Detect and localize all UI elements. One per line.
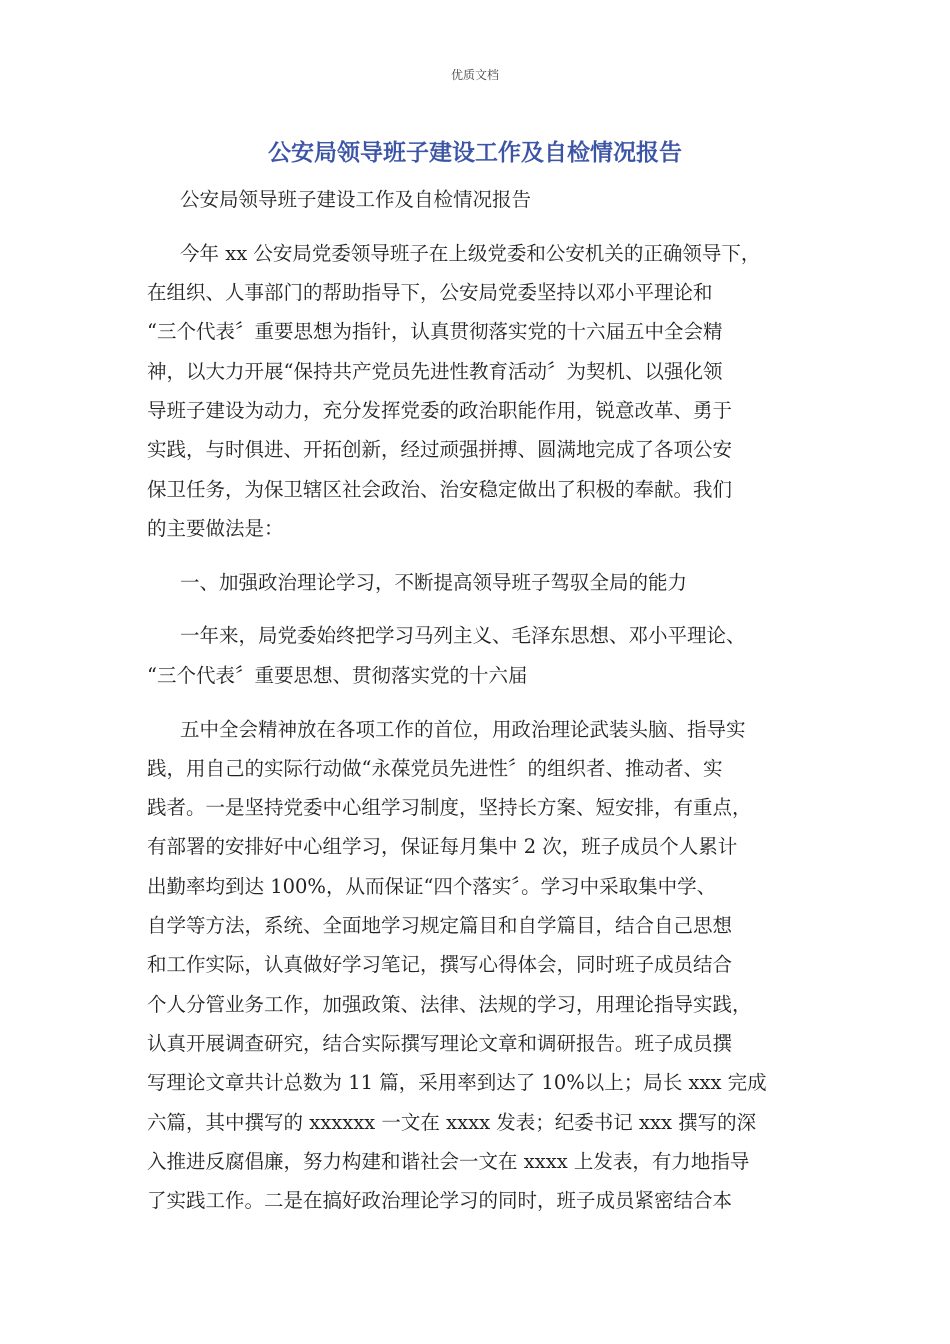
text-line: 神，以大力开展“保持共产党员先进性教育活动〞为契机、以强化领 — [147, 359, 723, 383]
document-title: 公安局领导班子建设工作及自检情况报告 — [268, 140, 682, 166]
text-line: 了实践工作。二是在搞好政治理论学习的同时，班子成员紧密结合本 — [147, 1189, 733, 1213]
text-line: 践者。一是坚持党委中心组学习制度，坚持长方案、短安排，有重点， — [147, 796, 752, 820]
text-line: 五中全会精神放在各项工作的首位，用政治理论武装头脑、指导实 — [180, 717, 746, 741]
text-line: 实践，与时俱进、开拓创新，经过顽强拼搏、圆满地完成了各项公安 — [147, 438, 733, 462]
text-line: 今年 xx 公安局党委领导班子在上级党委和公安机关的正确领导下， — [180, 241, 761, 265]
text-line: 公安局领导班子建设工作及自检情况报告 — [180, 188, 532, 211]
text-line: 有部署的安排好中心组学习，保证每月集中 2 次，班子成员个人累计 — [147, 835, 738, 859]
text-line: 入推进反腐倡廉，努力构建和谐社会一文在 xxxx 上发表，有力地指导 — [147, 1149, 750, 1173]
paragraph — [147, 616, 809, 695]
text-line: 导班子建设为动力，充分发挥党委的政治职能作用，锐意改革、勇于 — [147, 398, 733, 422]
text-line: 自学等方法，系统、全面地学习规定篇目和自学篇目，结合自己思想 — [147, 914, 733, 938]
text-line: 和工作实际，认真做好学习笔记，撰写心得体会，同时班子成员结合 — [147, 953, 733, 977]
document-body — [147, 180, 809, 1235]
text-line: “三个代表〞重要思想、贯彻落实党的十六届 — [147, 663, 528, 687]
text-line: 一、加强政治理论学习，不断提高领导班子驾驭全局的能力 — [180, 570, 688, 594]
paragraph — [147, 234, 809, 548]
paragraph — [147, 180, 809, 219]
text-line: 在组织、人事部门的帮助指导下，公安局党委坚持以邓小平理论和 — [147, 281, 713, 305]
text-line: 六篇，其中撰写的 xxxxxx 一文在 xxxx 发表；纪委书记 xxx 撰写的深 — [147, 1110, 757, 1134]
text-line: “三个代表〞重要思想为指针，认真贯彻落实党的十六届五中全会精 — [147, 320, 723, 344]
text-line: 出勤率均到达 100%，从而保证“四个落实〞。学习中采取集中学、 — [147, 874, 717, 898]
text-line: 践，用自己的实际行动做“永葆党员先进性〞的组织者、推动者、实 — [147, 756, 723, 780]
text-line: 一年来，局党委始终把学习马列主义、毛泽东思想、邓小平理论、 — [180, 624, 746, 648]
text-line: 的主要做法是： — [147, 516, 284, 540]
page-header: 优质文档 — [450, 68, 499, 82]
text-line: 个人分管业务工作，加强政策、法律、法规的学习，用理论指导实践， — [147, 992, 752, 1016]
section-heading — [147, 563, 809, 602]
text-line: 写理论文章共计总数为 11 篇，采用率到达了 10%以上；局长 xxx 完成 — [147, 1071, 767, 1095]
paragraph — [147, 710, 809, 1221]
text-line: 保卫任务，为保卫辖区社会政治、治安稳定做出了积极的奉献。我们 — [147, 477, 733, 501]
text-line: 认真开展调查研究，结合实际撰写理论文章和调研报告。班子成员撰 — [147, 1031, 733, 1055]
